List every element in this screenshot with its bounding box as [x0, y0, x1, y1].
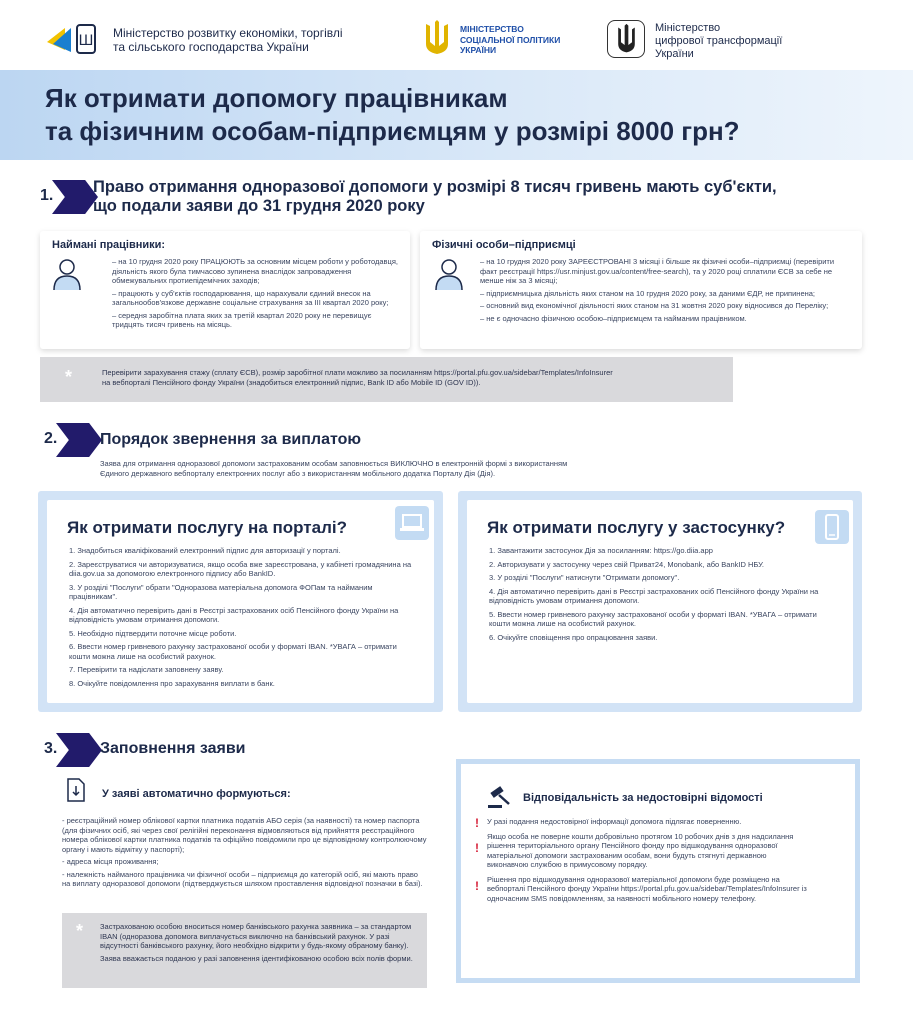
- fop-heading: Фізичні особи–підприємці: [432, 239, 576, 251]
- employees-heading: Наймані працівники:: [52, 239, 166, 251]
- chevron-icon: [52, 180, 98, 214]
- section-2-intro: Заява для отримання одноразової допомоги застрахованим особам заповнюється ВИКЛЮЧНО в електронній формі з використанням Єдиного державного вебпорталу електронних послуг або з використанням мобільного додатка Порталу Дія (Дія).: [100, 459, 568, 478]
- warning-icon: !: [475, 841, 479, 855]
- section-1-title: Право отримання одноразової допомоги у розмірі 8 тисяч гривень мають суб'єкти, що подали заяви до 31 грудня 2020 року: [93, 178, 777, 215]
- warning-icon: !: [475, 879, 479, 893]
- employees-item: – середня заробітна плата яких за третій квартал 2020 року не перевищує тридцять тисяч гривень на місяць.: [112, 310, 372, 329]
- svg-text:Ш: Ш: [78, 33, 94, 49]
- list-item: 1. Завантажити застосунок Дія за посиланням: https://go.diia.app: [489, 546, 713, 555]
- chevron-icon: [56, 423, 102, 457]
- portal-box: [38, 491, 443, 712]
- person-icon: [434, 257, 464, 296]
- note-line: Перевірити зарахування стажу (сплату ЄСВ), розмір заробітної плати можливо за посиланням https://portal.pfu.gov.ua/sidebar/Templates/InfoInsurer: [102, 368, 613, 377]
- auto-heading: У заяві автоматично формуються:: [102, 788, 291, 800]
- ministry-social-logo: [422, 20, 452, 58]
- liability-list: [487, 817, 807, 906]
- gavel-icon: [487, 786, 513, 815]
- list-item: - належність найманого працівника чи фізичної особи – підприємця до категорій осіб, які мають право на виплату одноразової допомоги (підтверджується шляхом проставлення відповідної позначки в базі).: [62, 869, 423, 888]
- trident-icon: [422, 20, 452, 58]
- liability-box: [456, 759, 860, 983]
- laptop-icon: [395, 506, 429, 540]
- portal-heading: Як отримати послугу на порталі?: [67, 518, 347, 537]
- list-item: 8. Очікуйте повідомлення про зарахування виплати в банк.: [69, 678, 275, 688]
- trident-icon: [609, 22, 644, 57]
- list-item: 3. У розділі "Послуги" обрати "Одноразова матеріальна допомога ФОПам та найманим працівникам".: [69, 582, 373, 601]
- chevron-icon: [56, 733, 102, 767]
- ministry-economy-name: Міністерство розвитку економіки, торгівлі та сільського господарства України: [113, 26, 343, 54]
- employees-item: – працюють у суб'єктів господарювання, що нарахували єдиний внесок на загальнообов'язкове державне соціальне страхування за III квартал 2020 року;: [112, 288, 389, 307]
- iban-note-box: [62, 913, 427, 988]
- fop-item: – не є одночасно фізичною особою–підприємцем та найманим працівником.: [480, 313, 747, 323]
- section-2-number: 2.: [44, 430, 58, 447]
- section-3-title: Заповнення заяви: [100, 740, 246, 757]
- app-box: [458, 491, 862, 712]
- note-line: Заява вважається поданою у разі заповнення ідентифікованою особою всіх полів форми.: [100, 953, 413, 963]
- list-item: 6. Очікуйте сповіщення про опрацювання заяви.: [489, 632, 658, 642]
- ministry-digital-logo: [607, 20, 645, 58]
- note-line: Застрахованою особою вноситься номер банківського рахунка заявника – за стандартом IBAN (одноразова допомога виплачується виключно на банківський рахунок. У разі відсутності банківського рахунку, його необхідно відкрити у будь-якому обраному банку).: [100, 922, 412, 950]
- fop-item: – підприємницька діяльність яких станом на 10 грудня 2020 року, за даними ЄДР, не припинена;: [480, 288, 816, 298]
- auto-list: [62, 816, 427, 892]
- ministry-social-name: МІНІСТЕРСТВО СОЦІАЛЬНОЇ ПОЛІТИКИ УКРАЇНИ: [460, 24, 561, 55]
- employees-item: – на 10 грудня 2020 року ПРАЦЮЮТЬ за основним місцем роботи у роботодавця, діяльність якого була тимчасово зупинена внаслідок запровадження обмежувальних протиепідемічних заходів;: [112, 257, 398, 285]
- list-item: 4. Дія автоматично перевірить дані в Реєстрі застрахованих осіб Пенсійного фонду України на відповідність умовам отримання допомоги.: [69, 605, 399, 624]
- phone-icon: [815, 510, 849, 544]
- portal-steps: [69, 546, 419, 692]
- list-item: 3. У розділі "Послуги" натиснути "Отримати допомогу".: [489, 573, 680, 582]
- economy-emblem-icon: [45, 22, 97, 56]
- list-item: У разі подання недостовірної інформації допомога підлягає поверненню.: [487, 817, 742, 826]
- list-item: Якщо особа не поверне кошти добровільно протягом 10 робочих днів з дня надсилання рішення територіального органу Пенсійного фонду про відшкодування одноразової матеріальної допомоги застрахованим особам, вони будуть стягнуті державною виконавчою службою в примусовому порядку.: [487, 831, 794, 869]
- app-heading: Як отримати послугу у застосунку?: [487, 518, 786, 537]
- star-icon: *: [76, 921, 84, 941]
- page-title: Як отримати допомогу працівникам та фізичним особам-підприємцям у розмірі 8000 грн?: [45, 83, 740, 146]
- section-1-number: 1.: [40, 187, 54, 204]
- section-2-title: Порядок звернення за виплатою: [100, 431, 362, 448]
- employees-card: [40, 231, 410, 349]
- warning-icon: !: [475, 816, 479, 830]
- star-icon: *: [65, 367, 73, 387]
- fop-item: – на 10 грудня 2020 року ЗАРЕЄСТРОВАНІ 3 місяці і більше як фізичні особи–підприємці (перевірити факт реєстрації https://usr.minjust.gov.ua/content/free-search), та у 2020 році сплатили ЄСВ за себе не менше ніж за 3 місяці;: [480, 257, 835, 285]
- list-item: 6. Ввести номер гривневого рахунку застрахованої особи у форматі IBAN. *УВАГА – отримати кошти можна лише на особистий рахунок.: [69, 642, 397, 661]
- liability-heading: Відповідальність за недостовірні відомості: [523, 792, 763, 804]
- list-item: 4. Дія автоматично перевірить дані в Реєстрі застрахованих осіб Пенсійного фонду України на відповідність умовам отримання допомоги.: [489, 586, 819, 605]
- app-steps: [489, 546, 829, 646]
- fop-item: – основний вид економічної діяльності яких станом на 31 жовтня 2020 року відносився до Переліку;: [480, 301, 829, 310]
- list-item: - адреса місця проживання;: [62, 857, 159, 866]
- person-icon: [52, 257, 82, 296]
- list-item: 2. Зареєструватися чи авторизуватися, якщо особа вже зареєстрована, у кабінеті громадянина на diia.gov.ua за допомогою електронного підпису або BankID.: [69, 559, 412, 578]
- section-3-number: 3.: [44, 740, 58, 757]
- list-item: 1. Знадобиться кваліфікований електронний підпис для авторизації у порталі.: [69, 546, 341, 555]
- ministry-digital-name: Міністерство цифрової трансформації України: [655, 22, 783, 60]
- list-item: 5. Необхідно підтвердити поточне місце роботи.: [69, 628, 237, 638]
- list-item: 2. Авторизувати у застосунку через свій Приват24, Monobank, або BankID НБУ.: [489, 559, 764, 569]
- title-band: [0, 70, 913, 160]
- list-item: - реєстраційний номер облікової картки платника податків АБО серія (за наявності) та номер паспорта (для фізичних осіб, які через свої релігійні переконання відмовляються від прийняття реєстраційного номера облікової картки платника податків та офіційно повідомили про це відповідному контролюючому органу і мають відмітку у паспорті);: [62, 816, 427, 854]
- note-box: [40, 357, 733, 402]
- ministry-economy-logo: [45, 22, 97, 56]
- note-line: на вебпорталі Пенсійного фонду України (знадобиться електронний підпис, Bank ID або Mobile ID (GOV ID)).: [102, 377, 481, 387]
- list-item: 7. Перевірити та надіслати заповнену заяву.: [69, 665, 224, 674]
- fop-card: [420, 231, 862, 349]
- list-item: 5. Ввести номер гривневого рахунку застрахованої особи у форматі IBAN. *УВАГА – отримати кошти можна лише на особистий рахунок.: [489, 609, 817, 628]
- list-item: Рішення про відшкодування одноразової матеріальної допомоги буде розміщено на вебпорталі Пенсійного фонду України https://portal.pfu.gov.ua/sidebar/Templates/InfoInsurer із одночасним SMS повідомленням, за наявності мобільного номеру телефону.: [487, 874, 807, 903]
- document-icon: [66, 778, 86, 807]
